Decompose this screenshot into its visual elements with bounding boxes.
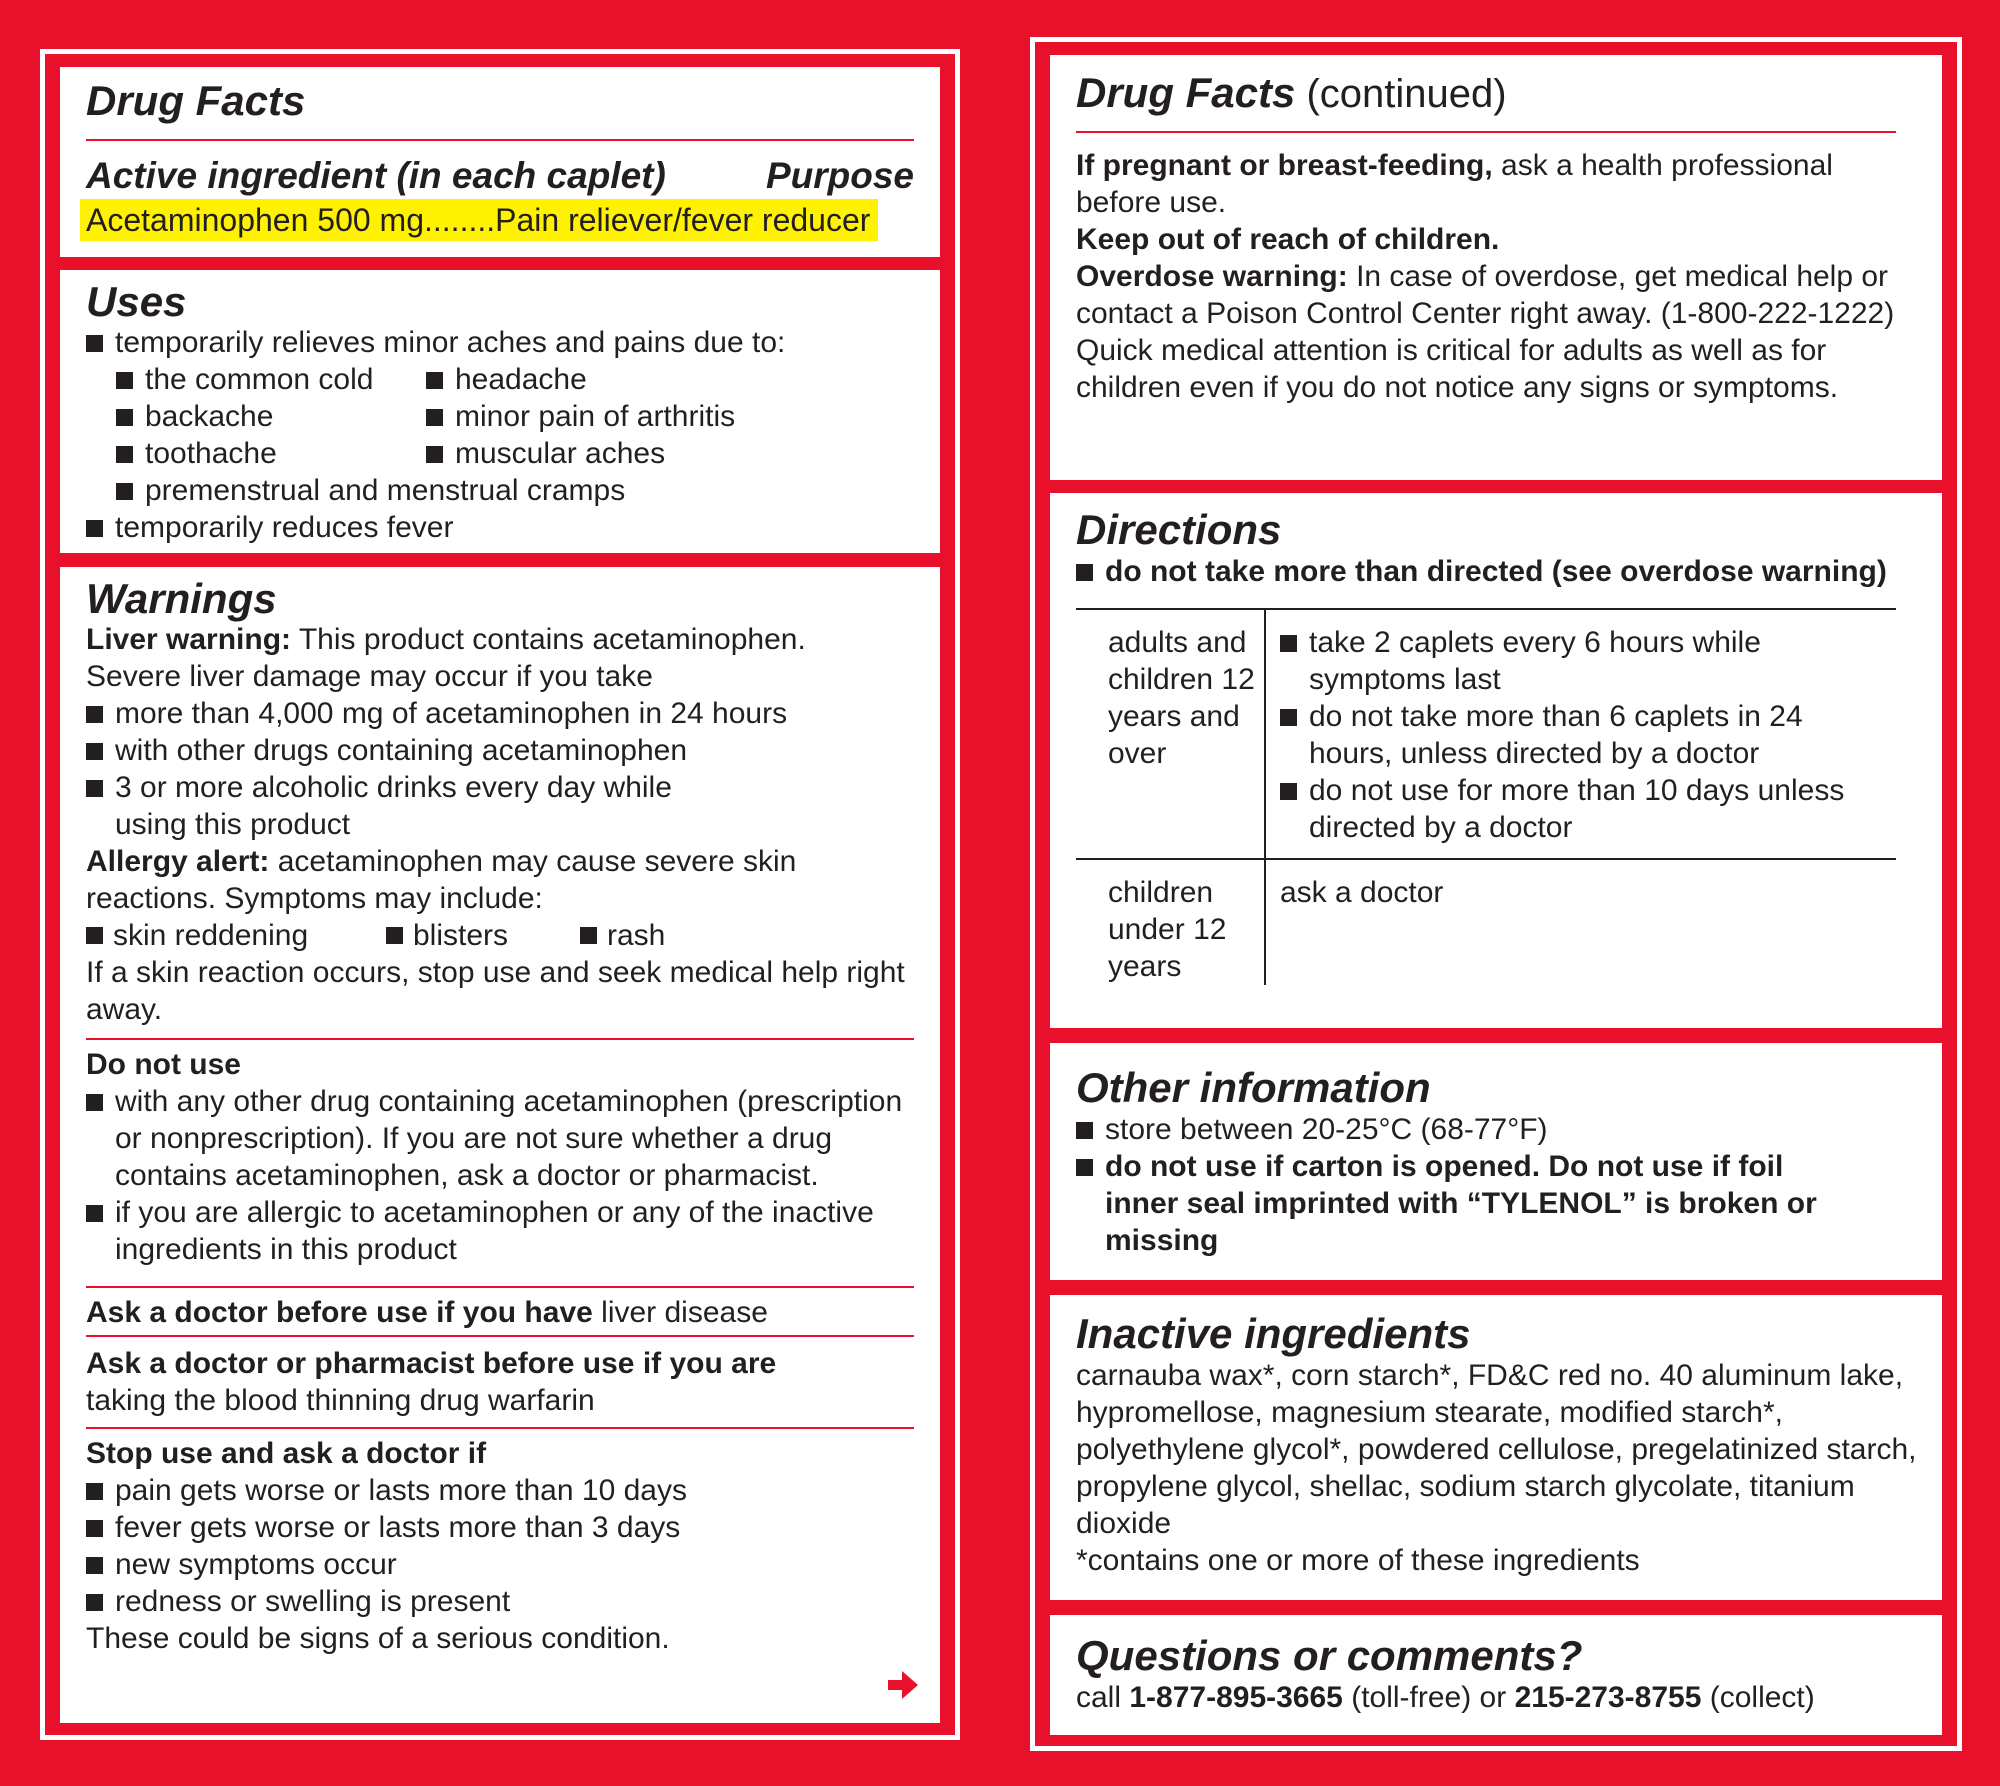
bullet-square-icon — [86, 1205, 103, 1222]
directions-row-adults — [1076, 610, 1896, 858]
liver-warning: Liver warning: This product contains acetaminophen. — [86, 623, 806, 656]
bullet-square-icon — [1280, 635, 1297, 652]
uses-item: temporarily relieves minor aches and pains due to: — [86, 324, 940, 361]
stop-use-item: new symptoms occur — [86, 1546, 940, 1583]
bullet-square-icon — [86, 927, 103, 944]
allergy-symptoms — [86, 917, 940, 954]
active-ingredient-heading: Active ingredient (in each caplet) — [86, 155, 666, 196]
stop-use-item: redness or swelling is present — [86, 1583, 940, 1620]
drug-facts-title: Drug Facts — [86, 77, 306, 124]
divider — [86, 1335, 914, 1337]
symptom: skin reddening — [86, 917, 386, 954]
liver-item: 3 or more alcoholic drinks every day while using this product — [86, 769, 715, 843]
age-group-label: adults and children 12 years and over — [1076, 610, 1266, 858]
allergy-after-text: If a skin reaction occurs, stop use and seek medical help right away. — [86, 956, 905, 1026]
bullet-square-icon — [86, 335, 103, 352]
bullet-square-icon — [580, 927, 597, 944]
bullet-square-icon — [86, 1594, 103, 1611]
bullet-square-icon — [116, 446, 133, 463]
warnings-heading: Warnings — [86, 575, 277, 622]
symptom: blisters — [386, 917, 580, 954]
bullet-square-icon — [86, 1094, 103, 1111]
bullet-square-icon — [116, 372, 133, 389]
uses-section — [60, 270, 940, 553]
inactive-ingredients-note: *contains one or more of these ingredients — [1076, 1544, 1640, 1577]
stop-use-item: pain gets worse or lasts more than 10 days — [86, 1472, 940, 1509]
bullet-square-icon — [1076, 1159, 1093, 1176]
phone-toll-free[interactable]: 1-877-895-3665 — [1129, 1681, 1343, 1714]
questions-contact: call 1-877-895-3665 (toll-free) or 215-273-8755 (collect) — [1076, 1681, 1815, 1714]
bullet-square-icon — [386, 927, 403, 944]
bullet-square-icon — [426, 446, 443, 463]
bullet-square-icon — [86, 1520, 103, 1537]
ask-doctor-line: Ask a doctor before use if you have liver disease — [86, 1296, 768, 1329]
active-ingredient-section — [60, 67, 940, 257]
liver-item: more than 4,000 mg of acetaminophen in 24 hours — [86, 695, 940, 732]
inactive-ingredients-heading: Inactive ingredients — [1076, 1310, 1471, 1357]
directions-table — [1076, 608, 1896, 985]
do-not-use-heading: Do not use — [86, 1048, 241, 1081]
liver-item: with other drugs containing acetaminophen — [86, 732, 940, 769]
bullet-square-icon — [1076, 1122, 1093, 1139]
bullet-square-icon — [1280, 783, 1297, 800]
other-information-section — [1050, 1043, 1942, 1280]
bullet-square-icon — [1076, 564, 1093, 581]
uses-subitem: toothache — [86, 435, 426, 472]
other-item: store between 20-25°C (68-77°F) — [1076, 1111, 1942, 1148]
bullet-square-icon — [426, 372, 443, 389]
other-item: do not use if carton is opened. Do not use if foil inner seal imprinted with “TYLENOL” is broken or missing — [1076, 1148, 1865, 1259]
age-group-label: children under 12 years — [1076, 860, 1266, 985]
directions-section — [1050, 493, 1942, 1028]
ask-pharmacist-heading: Ask a doctor or pharmacist before use if you are — [86, 1347, 777, 1380]
liver-warning-text: Severe liver damage may occur if you take — [86, 660, 653, 693]
stop-use-item: fever gets worse or lasts more than 3 days — [86, 1509, 940, 1546]
bullet-square-icon — [86, 1483, 103, 1500]
do-not-use-item: if you are allergic to acetaminophen or any of the inactive ingredients in this product — [86, 1194, 905, 1268]
continued-section — [1050, 55, 1942, 480]
continued-title: Drug Facts (continued) — [1076, 69, 1507, 116]
uses-heading: Uses — [86, 278, 187, 325]
uses-subitem: minor pain of arthritis — [426, 398, 735, 435]
uses-item: temporarily reduces fever — [86, 509, 940, 546]
directions-item: take 2 caplets every 6 hours while symptoms last — [1280, 624, 1896, 698]
directions-item: do not take more than 6 caplets in 24 hours, unless directed by a doctor — [1280, 698, 1869, 772]
continue-arrow-icon — [888, 1671, 918, 1699]
warnings-section — [60, 567, 940, 1723]
directions-heading: Directions — [1076, 506, 1282, 553]
symptom: rash — [580, 917, 665, 954]
bullet-square-icon — [86, 706, 103, 723]
allergy-alert: Allergy alert: acetaminophen may cause severe skin reactions. Symptoms may include: — [86, 845, 797, 915]
bullet-square-icon — [86, 743, 103, 760]
stop-use-heading: Stop use and ask a doctor if — [86, 1437, 487, 1470]
uses-subitem: muscular aches — [426, 435, 735, 472]
pregnant-line: If pregnant or breast-feeding, ask a health professional before use. — [1076, 149, 1833, 219]
phone-collect[interactable]: 215-273-8755 — [1514, 1681, 1702, 1714]
bullet-square-icon — [1280, 709, 1297, 726]
bullet-square-icon — [86, 520, 103, 537]
uses-subitem: the common cold — [86, 361, 426, 398]
questions-section — [1050, 1615, 1942, 1735]
ask-pharmacist-text: taking the blood thinning drug warfarin — [86, 1384, 595, 1417]
inactive-ingredients-text: carnauba wax*, corn starch*, FD&C red no. 40 aluminum lake, hypromellose, magnesium stearate, modified starch*, polyethylene glycol*, powdered cellulose, pregelatinized starch, propylene glycol, shellac, sodium starch glycolate, titanium dioxide — [1076, 1359, 1917, 1540]
overdose-warning: Overdose warning: In case of overdose, get medical help or contact a Poison Control Center right away. (1-800-222-1222) Quick medical attention is critical for adults as well as for children even if you do not notice any signs or symptoms. — [1076, 260, 1895, 404]
bullet-square-icon — [86, 1557, 103, 1574]
bullet-square-icon — [426, 409, 443, 426]
bullet-square-icon — [116, 409, 133, 426]
bullet-square-icon — [116, 483, 133, 500]
directions-intro: do not take more than directed (see overdose warning) — [1076, 553, 1942, 590]
do-not-use-item: with any other drug containing acetaminophen (prescription or nonprescription). If you are not sure whether a drug contains acetaminophen, ask a doctor or pharmacist. — [86, 1083, 905, 1194]
divider — [86, 139, 914, 141]
active-ingredient-line: Acetaminophen 500 mg........Pain reliever/fever reducer — [80, 199, 878, 241]
uses-subitem: premenstrual and menstrual cramps — [86, 472, 940, 509]
directions-text: ask a doctor — [1280, 876, 1444, 909]
keep-out-line: Keep out of reach of children. — [1076, 223, 1500, 256]
bullet-square-icon — [86, 780, 103, 797]
divider — [86, 1427, 914, 1429]
stop-use-after-text: These could be signs of a serious condition. — [86, 1622, 670, 1655]
other-information-heading: Other information — [1076, 1064, 1431, 1111]
directions-row-children — [1076, 858, 1896, 985]
uses-subitem: headache — [426, 361, 735, 398]
divider — [1076, 131, 1896, 133]
inactive-ingredients-section — [1050, 1295, 1942, 1600]
directions-item: do not use for more than 10 days unless directed by a doctor — [1280, 772, 1896, 846]
questions-heading: Questions or comments? — [1076, 1632, 1583, 1679]
purpose-heading: Purpose — [765, 155, 914, 196]
divider — [86, 1038, 914, 1040]
uses-subitem: backache — [86, 398, 426, 435]
divider — [86, 1286, 914, 1288]
